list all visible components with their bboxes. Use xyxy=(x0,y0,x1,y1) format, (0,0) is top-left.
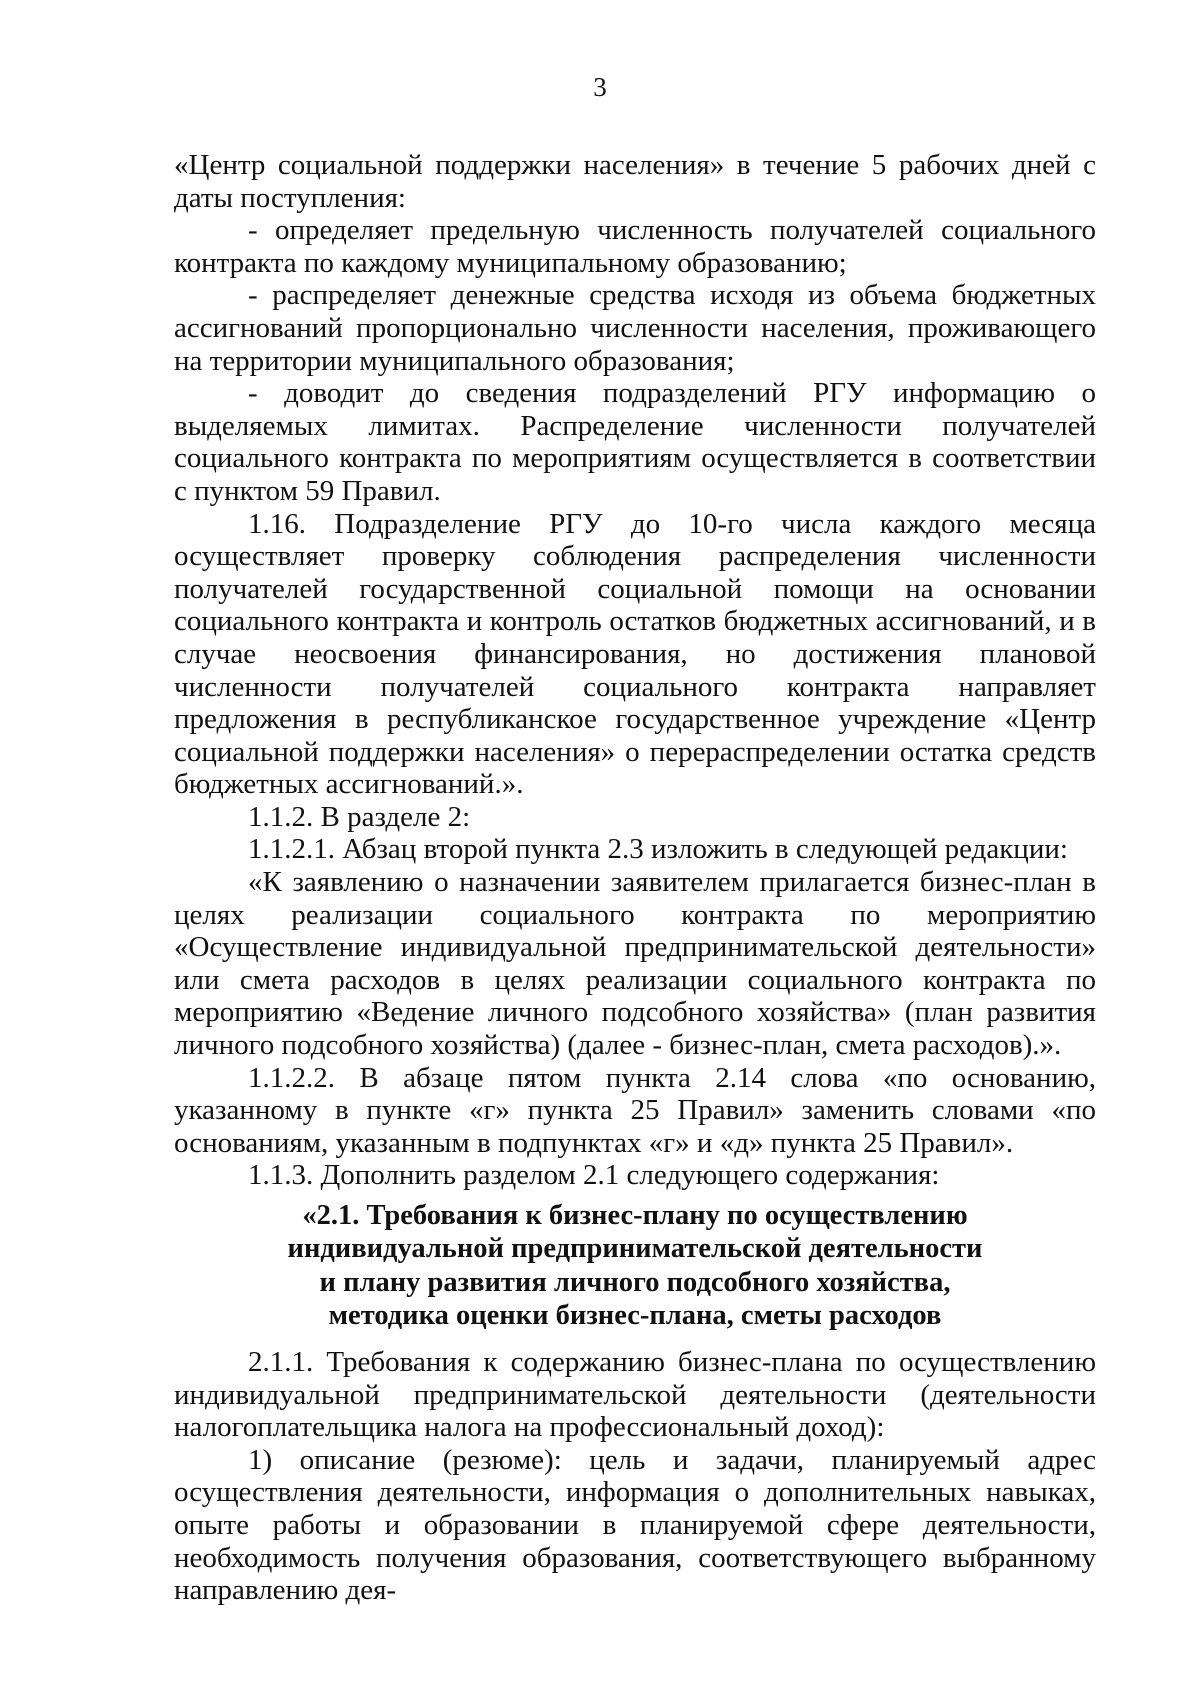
paragraph-1-1-2-1: 1.1.2.1. Абзац второй пункта 2.3 изложить в следующей редакции: xyxy=(248,833,1068,866)
page-number: 3 xyxy=(593,72,607,102)
paragraph-continuation: «Центр социальной поддержки населения» в течение 5 рабочих дней с даты поступления: xyxy=(174,149,1096,214)
paragraph-application-quote: «К заявлению о назначении заявителем прилагается бизнес-план в целях реализации социального контракта по мероприятию «Осуществление индивидуальной предпринимательской деятельности» или смета расходов в целях реализации социального контракта по мероприятию «Ведение личного подсобного хозяйства» (план развития личного подсобного хозяйства) (далее - бизнес-план, смета расходов).». xyxy=(174,866,1096,1062)
body-text-bottom xyxy=(174,1346,1096,1607)
paragraph-1-1-2: 1.1.2. В разделе 2: xyxy=(248,800,471,833)
body-text-top xyxy=(174,149,1096,1192)
paragraph-1-1-2-2: 1.1.2.2. В абзаце пятом пункта 2.14 слова «по основанию, указанному в пункте «г» пункта 25 Правил» заменить словами «по основаниям, указанным в подпунктах «г» и «д» пункта 25 Правил». xyxy=(174,1061,1096,1159)
list-item-determine-limit: - определяет предельную численность получателей социального контракта по каждому муниципальному образованию; xyxy=(174,214,1096,279)
paragraph-2-1-1: 2.1.1. Требования к содержанию бизнес-плана по осуществлению индивидуальной предпринимательской деятельности (деятельности налогоплательщика налога на профессиональный доход): xyxy=(174,1346,1096,1444)
list-item-description-resume: 1) описание (резюме): цель и задачи, планируемый адрес осуществления деятельности, информация о дополнительных навыках, опыте работы и образовании в планируемой сфере деятельности, необходимость получения образования, соответствующего выбранному направлению дея- xyxy=(174,1443,1096,1607)
heading-line: методика оценки бизнес-плана, сметы расходов xyxy=(328,1299,942,1331)
list-item-distribute-funds: - распределяет денежные средства исходя из объема бюджетных ассигнований пропорционально численности населения, проживающего на территории муниципального образования; xyxy=(174,279,1096,377)
heading-line: и плану развития личного подсобного хозяйства, xyxy=(319,1266,951,1298)
section-heading-2-1 xyxy=(174,1199,1096,1332)
paragraph-1-1-3: 1.1.3. Дополнить разделом 2.1 следующего содержания: xyxy=(248,1159,940,1192)
list-item-inform-rgu: - доводит до сведения подразделений РГУ информацию о выделяемых лимитах. Распределение численности получателей социального контракта по мероприятиям осуществляется в соответствии с пунктом 59 Правил. xyxy=(174,377,1096,507)
paragraph-1-16: 1.16. Подразделение РГУ до 10-го числа каждого месяца осуществляет проверку соблюдения распределения численности получателей государственной социальной помощи на основании социального контракта и контроль остатков бюджетных ассигнований, и в случае неосвоения финансирования, но достижения плановой численности получателей социального контракта направляет предложения в республиканское государственное учреждение «Центр социальной поддержки населения» о перераспределении остатка средств бюджетных ассигнований.». xyxy=(174,507,1096,801)
heading-line: индивидуальной предпринимательской деятельности xyxy=(287,1233,983,1265)
heading-line: «2.1. Требования к бизнес-плану по осуществлению xyxy=(302,1200,968,1231)
